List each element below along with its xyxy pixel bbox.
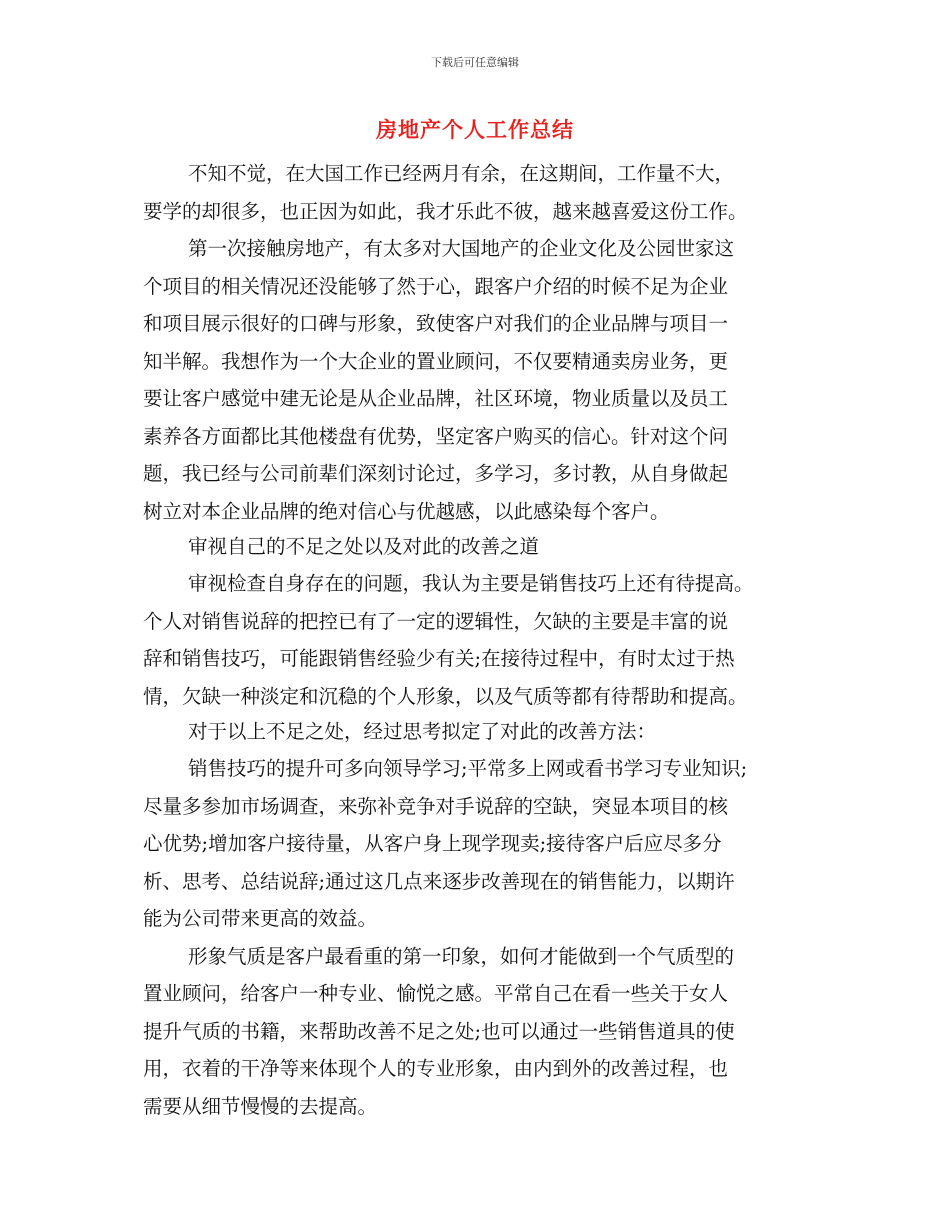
body-line: 审视检查自身存在的问题，我认为主要是销售技巧上还有待提高。 xyxy=(188,572,754,595)
body-line: 题，我已经与公司前辈们深刻讨论过，多学习，多讨教，从自身做起 xyxy=(143,462,729,485)
page-header: 下载后可任意编辑 xyxy=(431,56,519,69)
body-line: 形象气质是客户最看重的第一印象，如何才能做到一个气质型的 xyxy=(188,945,735,968)
body-line: 个人对销售说辞的把控已有了一定的逻辑性，欠缺的主要是丰富的说 xyxy=(143,610,729,633)
body-line: 销售技巧的提升可多向领导学习;平常多上网或看书学习专业知识; xyxy=(188,757,748,780)
body-line: 辞和销售技巧，可能跟销售经验少有关;在接待过程中，有时太过于热 xyxy=(143,647,735,670)
body-line: 第一次接触房地产，有太多对大国地产的企业文化及公园世家这 xyxy=(188,237,735,260)
body-line: 素养各方面都比其他楼盘有优势，坚定客户购买的信心。针对这个问 xyxy=(143,425,729,448)
body-line: 心优势;增加客户接待量，从客户身上现学现卖;接待客户后应尽多分 xyxy=(143,832,722,855)
body-line: 对于以上不足之处，经过思考拟定了对此的改善方法： xyxy=(188,720,657,743)
body-line: 要让客户感觉中建无论是从企业品牌，社区环境，物业质量以及员工 xyxy=(143,387,729,410)
body-line: 个项目的相关情况还没能够了然于心，跟客户介绍的时候不足为企业 xyxy=(143,275,729,298)
body-line: 要学的却很多，也正因为如此，我才乐此不彼，越来越喜爱这份工作。 xyxy=(143,200,748,223)
body-line: 能为公司带来更高的效益。 xyxy=(143,907,378,930)
body-line: 提升气质的书籍，来帮助改善不足之处;也可以通过一些销售道具的使 xyxy=(143,1020,735,1043)
body-line: 和项目展示很好的口碑与形象，致使客户对我们的企业品牌与项目一 xyxy=(143,312,729,335)
body-line: 析、思考、总结说辞;通过这几点来逐步改善现在的销售能力，以期许 xyxy=(143,870,735,893)
body-line: 置业顾问，给客户一种专业、愉悦之感。平常自己在看一些关于女人 xyxy=(143,982,729,1005)
body-line: 需要从细节慢慢的去提高。 xyxy=(143,1095,378,1118)
section-heading: 审视自己的不足之处以及对此的改善之道 xyxy=(188,535,540,558)
body-line: 尽量多参加市场调查，来弥补竞争对手说辞的空缺，突显本项目的核 xyxy=(143,795,729,818)
body-line: 用，衣着的干净等来体现个人的专业形象，由内到外的改善过程，也 xyxy=(143,1057,729,1080)
body-line: 情，欠缺一种淡定和沉稳的个人形象，以及气质等都有待帮助和提高。 xyxy=(143,685,748,708)
body-line: 知半解。我想作为一个大企业的置业顾问，不仅要精通卖房业务，更 xyxy=(143,350,729,373)
body-line: 不知不觉，在大国工作已经两月有余，在这期间，工作量不大， xyxy=(188,162,735,185)
document-title: 房地产个人工作总结 xyxy=(376,118,574,142)
body-line: 树立对本企业品牌的绝对信心与优越感，以此感染每个客户。 xyxy=(143,500,670,523)
